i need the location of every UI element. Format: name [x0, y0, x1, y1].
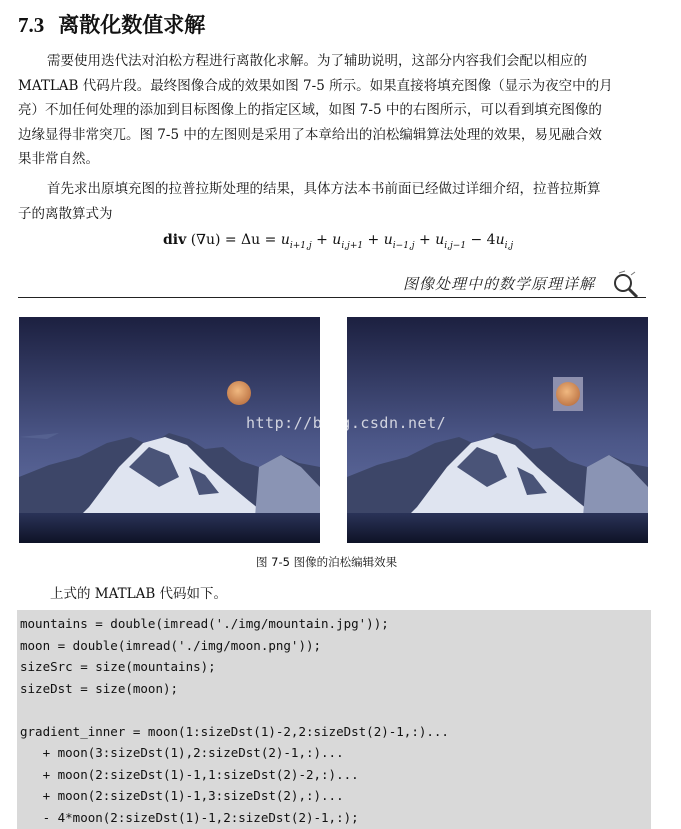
formula-op: +	[414, 232, 436, 248]
code-line: gradient_inner = moon(1:sizeDst(1)-2,2:sizeDst(2)-1,:)...	[20, 723, 449, 739]
paragraph-line: 边缘显得非常突兀。图 7-5 中的左图则是采用了本章给出的泊松编辑算法处理的效果，易见融合效	[18, 126, 602, 143]
formula-sub: i,j	[504, 240, 514, 251]
paragraph-code-intro: 上式的 MATLAB 代码如下。	[50, 586, 228, 602]
formula-op: +	[363, 232, 384, 248]
section-title: 离散化数值求解	[58, 12, 206, 37]
code-line: sizeDst = size(moon);	[20, 680, 179, 696]
paragraph-line: 需要使用迭代法对泊松方程进行离散化求解。为了辅助说明，这部分内容我们会配以相应的	[47, 53, 587, 69]
formula-var: u	[332, 232, 342, 248]
code-line: moon = double(imread('./img/moon.png'));	[20, 637, 322, 653]
formula-var: u	[435, 232, 445, 248]
formula-div: div	[163, 232, 187, 248]
watermark-text: http://blog.csdn.net/	[246, 414, 447, 432]
formula-sub: i,j−1	[444, 240, 467, 251]
figure-caption: 图 7-5 图像的泊松编辑效果	[256, 555, 398, 569]
header-rule	[18, 297, 646, 298]
section-heading	[18, 9, 205, 39]
formula-sub: i+1,j	[289, 240, 312, 251]
code-line: mountains = double(imread('./img/mountain.jpg'));	[20, 616, 389, 631]
code-line: + moon(2:sizeDst(1)-1,3:sizeDst(2),:)...	[20, 788, 344, 803]
code-line: - 4*moon(2:sizeDst(1)-1,2:sizeDst(2)-1,:);	[20, 809, 359, 825]
formula-sub: i,j+1	[341, 240, 364, 251]
code-line: + moon(3:sizeDst(1),2:sizeDst(2)-1,:)...	[20, 745, 344, 760]
formula-op: − 4	[466, 232, 496, 248]
laplacian-formula	[163, 232, 513, 251]
formula-var: u	[280, 232, 290, 248]
book-banner: 图像处理中的数学原理详解	[403, 275, 596, 293]
code-line: sizeSrc = size(mountains);	[20, 659, 216, 674]
paragraph-line: 果非常自然。	[18, 151, 99, 167]
paragraph-intro	[18, 49, 646, 172]
paragraph-line: 亮）不加任何处理的添加到目标图像上的指定区域，如图 7-5 中的右图所示，可以看到填充图像的	[18, 102, 602, 118]
section-number: 7.3	[18, 13, 45, 37]
formula-var: u	[495, 232, 505, 248]
code-listing	[20, 613, 449, 828]
formula-sub: i−1,j	[392, 240, 415, 251]
paragraph-line: 首先求出原填充图的拉普拉斯处理的结果，具体方法本书前面已经做过详细介绍，拉普拉斯算	[47, 181, 601, 197]
formula-var: u	[383, 232, 393, 248]
paragraph-laplace	[18, 177, 646, 226]
formula-op: +	[311, 232, 333, 248]
magnifier-icon	[611, 269, 639, 299]
paragraph-line: MATLAB 代码片段。最终图像合成的效果如图 7-5 所示。如果直接将填充图像（显示为夜空中的月	[18, 77, 613, 94]
code-line: + moon(2:sizeDst(1)-1,1:sizeDst(2)-2,:)...	[20, 766, 359, 782]
formula-lhs: (∇u) = Δu =	[186, 232, 281, 248]
paragraph-line: 子的离散算式为	[18, 205, 113, 222]
